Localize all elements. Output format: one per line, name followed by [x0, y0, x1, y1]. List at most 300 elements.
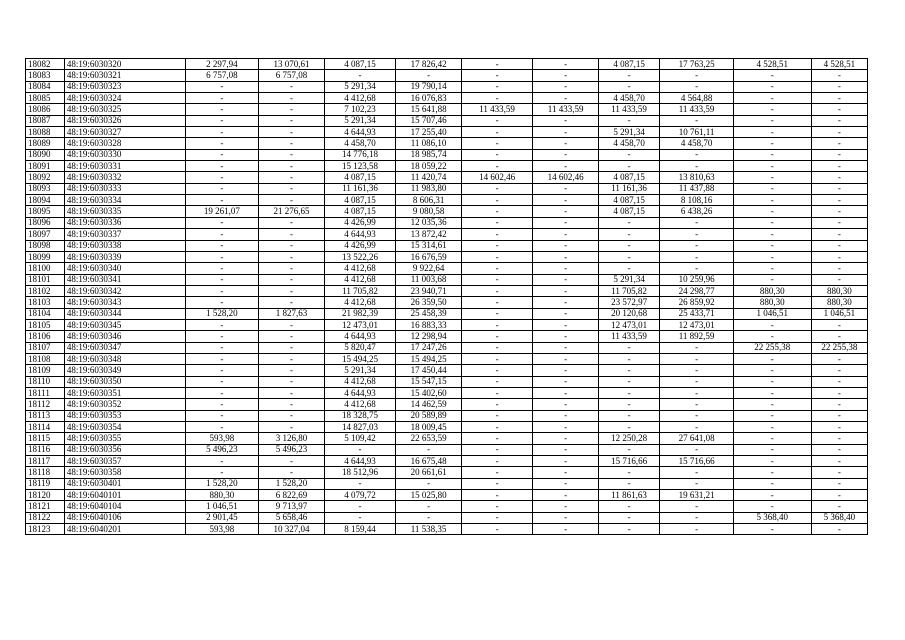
value-cell: -	[533, 410, 598, 421]
value-cell: -	[811, 433, 867, 444]
value-cell: -	[461, 456, 533, 467]
value-cell: -	[259, 81, 324, 92]
value-cell: -	[733, 70, 811, 81]
value-cell: 4 087,15	[598, 59, 659, 70]
value-cell: 5 109,42	[324, 433, 396, 444]
value-cell: -	[811, 183, 867, 194]
value-cell: 593,98	[185, 433, 259, 444]
value-cell: 15 494,25	[324, 353, 396, 364]
value-cell: -	[533, 512, 598, 523]
value-cell: 23 940,71	[396, 285, 461, 296]
value-cell: -	[533, 183, 598, 194]
value-cell: -	[660, 353, 734, 364]
value-cell: -	[733, 149, 811, 160]
table-row	[26, 490, 868, 501]
row-number-cell: 18115	[26, 433, 65, 444]
value-cell: -	[533, 195, 598, 206]
cadastral-number-cell: 48:19:6030320	[64, 59, 185, 70]
value-cell: -	[461, 422, 533, 433]
value-cell: -	[660, 217, 734, 228]
value-cell: 27 641,08	[660, 433, 734, 444]
value-cell: 22 653,59	[396, 433, 461, 444]
value-cell: -	[733, 229, 811, 240]
value-cell: 16 883,33	[396, 319, 461, 330]
value-cell: -	[533, 456, 598, 467]
value-cell: 14 602,46	[533, 172, 598, 183]
value-cell: 4 458,70	[598, 93, 659, 104]
value-cell: -	[733, 444, 811, 455]
value-cell: -	[324, 444, 396, 455]
value-cell: -	[733, 387, 811, 398]
value-cell: 17 247,26	[396, 342, 461, 353]
value-cell: -	[598, 217, 659, 228]
value-cell: 4 644,93	[324, 387, 396, 398]
value-cell: -	[259, 240, 324, 251]
value-cell: 1 046,51	[185, 501, 259, 512]
value-cell: -	[185, 274, 259, 285]
cadastral-number-cell: 48:19:6040104	[64, 501, 185, 512]
table-row	[26, 81, 868, 92]
value-cell: 21 982,39	[324, 308, 396, 319]
cadastral-number-cell: 48:19:6030352	[64, 399, 185, 410]
table-row	[26, 59, 868, 70]
value-cell: -	[461, 274, 533, 285]
value-cell: 20 661,61	[396, 467, 461, 478]
value-cell: -	[598, 467, 659, 478]
value-cell: -	[461, 387, 533, 398]
value-cell: -	[259, 422, 324, 433]
value-cell: -	[733, 490, 811, 501]
value-cell: -	[533, 274, 598, 285]
value-cell: -	[461, 501, 533, 512]
row-number-cell: 18084	[26, 81, 65, 92]
value-cell: 4 087,15	[598, 172, 659, 183]
value-cell: 10 761,11	[660, 127, 734, 138]
value-cell: -	[533, 138, 598, 149]
value-cell: -	[733, 81, 811, 92]
value-cell: -	[733, 138, 811, 149]
value-cell: 11 433,59	[660, 104, 734, 115]
value-cell: 12 473,01	[324, 319, 396, 330]
cadastral-number-cell: 48:19:6030325	[64, 104, 185, 115]
cadastral-number-cell: 48:19:6030348	[64, 353, 185, 364]
value-cell: 3 126,80	[259, 433, 324, 444]
value-cell: -	[461, 342, 533, 353]
value-cell: -	[811, 172, 867, 183]
value-cell: -	[185, 172, 259, 183]
value-cell: -	[598, 149, 659, 160]
value-cell: 4 412,68	[324, 297, 396, 308]
row-number-cell: 18112	[26, 399, 65, 410]
row-number-cell: 18109	[26, 365, 65, 376]
value-cell: 11 437,88	[660, 183, 734, 194]
table-row	[26, 285, 868, 296]
value-cell: -	[598, 524, 659, 535]
cadastral-number-cell: 48:19:6030337	[64, 229, 185, 240]
value-cell: -	[733, 331, 811, 342]
value-cell: -	[598, 478, 659, 489]
value-cell: 11 433,59	[598, 331, 659, 342]
value-cell: -	[461, 433, 533, 444]
value-cell: -	[185, 365, 259, 376]
value-cell: 12 473,01	[598, 319, 659, 330]
value-cell: -	[733, 433, 811, 444]
value-cell: 11 983,80	[396, 183, 461, 194]
value-cell: -	[533, 467, 598, 478]
row-number-cell: 18120	[26, 490, 65, 501]
cadastral-number-cell: 48:19:6030342	[64, 285, 185, 296]
value-cell: -	[660, 467, 734, 478]
value-cell: -	[660, 387, 734, 398]
table-row	[26, 501, 868, 512]
value-cell: -	[259, 319, 324, 330]
value-cell: -	[533, 501, 598, 512]
value-cell: -	[533, 161, 598, 172]
table-row	[26, 467, 868, 478]
cadastral-number-cell: 48:19:6030357	[64, 456, 185, 467]
value-cell: 11 420,74	[396, 172, 461, 183]
value-cell: -	[259, 365, 324, 376]
value-cell: -	[461, 467, 533, 478]
value-cell: 1 528,20	[185, 478, 259, 489]
value-cell: 7 102,23	[324, 104, 396, 115]
value-cell: -	[733, 251, 811, 262]
value-cell: -	[811, 444, 867, 455]
value-cell: -	[533, 342, 598, 353]
value-cell: 15 707,46	[396, 115, 461, 126]
row-number-cell: 18087	[26, 115, 65, 126]
value-cell: 4 079,72	[324, 490, 396, 501]
value-cell: -	[461, 217, 533, 228]
value-cell: -	[733, 263, 811, 274]
value-cell: -	[660, 240, 734, 251]
table-row	[26, 342, 868, 353]
value-cell: -	[811, 93, 867, 104]
value-cell: -	[660, 512, 734, 523]
table-row	[26, 387, 868, 398]
value-cell: -	[533, 206, 598, 217]
value-cell: -	[533, 149, 598, 160]
value-cell: -	[811, 501, 867, 512]
value-cell: -	[598, 115, 659, 126]
value-cell: 17 826,42	[396, 59, 461, 70]
value-cell: 4 087,15	[324, 206, 396, 217]
cadastral-number-cell: 48:19:6040106	[64, 512, 185, 523]
table-row	[26, 195, 868, 206]
value-cell: -	[259, 104, 324, 115]
value-cell: -	[733, 319, 811, 330]
value-cell: 14 462,59	[396, 399, 461, 410]
value-cell: -	[660, 422, 734, 433]
value-cell: -	[660, 149, 734, 160]
value-cell: -	[811, 263, 867, 274]
value-cell: 11 892,59	[660, 331, 734, 342]
cadastral-number-cell: 48:19:6030347	[64, 342, 185, 353]
value-cell: 4 412,68	[324, 399, 396, 410]
row-number-cell: 18118	[26, 467, 65, 478]
value-cell: 17 450,44	[396, 365, 461, 376]
value-cell: -	[324, 70, 396, 81]
value-cell: -	[660, 376, 734, 387]
table-row	[26, 104, 868, 115]
value-cell: -	[461, 81, 533, 92]
value-cell: -	[461, 478, 533, 489]
value-cell: -	[660, 478, 734, 489]
value-cell: 17 255,40	[396, 127, 461, 138]
cadastral-number-cell: 48:19:6030334	[64, 195, 185, 206]
value-cell: -	[185, 319, 259, 330]
value-cell: 9 080,58	[396, 206, 461, 217]
value-cell: -	[461, 115, 533, 126]
value-cell: 880,30	[185, 490, 259, 501]
value-cell: 4 426,99	[324, 240, 396, 251]
value-cell: -	[598, 161, 659, 172]
value-cell: 13 070,61	[259, 59, 324, 70]
value-cell: -	[733, 183, 811, 194]
value-cell: 880,30	[733, 297, 811, 308]
table-row	[26, 115, 868, 126]
table-row	[26, 410, 868, 421]
value-cell: 18 985,74	[396, 149, 461, 160]
value-cell: 4 528,51	[811, 59, 867, 70]
value-cell: -	[733, 478, 811, 489]
value-cell: 22 255,38	[811, 342, 867, 353]
value-cell: -	[733, 274, 811, 285]
value-cell: -	[660, 115, 734, 126]
table-row	[26, 365, 868, 376]
table-row	[26, 127, 868, 138]
value-cell: -	[598, 251, 659, 262]
cadastral-number-cell: 48:19:6030333	[64, 183, 185, 194]
value-cell: 15 641,88	[396, 104, 461, 115]
table-row	[26, 512, 868, 523]
value-cell: -	[461, 138, 533, 149]
value-cell: 4 644,93	[324, 127, 396, 138]
value-cell: -	[811, 353, 867, 364]
cadastral-number-cell: 48:19:6030327	[64, 127, 185, 138]
value-cell: -	[733, 172, 811, 183]
value-cell: -	[811, 478, 867, 489]
table-body	[26, 59, 868, 535]
value-cell: -	[396, 478, 461, 489]
row-number-cell: 18110	[26, 376, 65, 387]
value-cell: -	[533, 81, 598, 92]
value-cell: 4 412,68	[324, 93, 396, 104]
value-cell: 6 822,69	[259, 490, 324, 501]
value-cell: -	[259, 399, 324, 410]
table-row	[26, 93, 868, 104]
value-cell: -	[533, 251, 598, 262]
value-cell: 4 426,99	[324, 217, 396, 228]
table-row	[26, 376, 868, 387]
value-cell: -	[660, 70, 734, 81]
value-cell: 14 602,46	[461, 172, 533, 183]
value-cell: 15 494,25	[396, 353, 461, 364]
value-cell: -	[259, 127, 324, 138]
value-cell: 26 359,50	[396, 297, 461, 308]
row-number-cell: 18091	[26, 161, 65, 172]
value-cell: -	[185, 467, 259, 478]
value-cell: 5 496,23	[185, 444, 259, 455]
value-cell: -	[461, 206, 533, 217]
value-cell: -	[598, 410, 659, 421]
value-cell: 15 716,66	[598, 456, 659, 467]
value-cell: 11 086,10	[396, 138, 461, 149]
value-cell: -	[185, 342, 259, 353]
cadastral-number-cell: 48:19:6030341	[64, 274, 185, 285]
value-cell: 12 473,01	[660, 319, 734, 330]
value-cell: -	[461, 183, 533, 194]
value-cell: -	[259, 217, 324, 228]
value-cell: 19 631,21	[660, 490, 734, 501]
value-cell: -	[598, 399, 659, 410]
table-row	[26, 263, 868, 274]
value-cell: -	[461, 512, 533, 523]
value-cell: 4 087,15	[598, 206, 659, 217]
value-cell: -	[185, 263, 259, 274]
value-cell: -	[733, 127, 811, 138]
value-cell: -	[533, 331, 598, 342]
value-cell: 20 120,68	[598, 308, 659, 319]
value-cell: 5 658,46	[259, 512, 324, 523]
value-cell: 15 123,58	[324, 161, 396, 172]
cadastral-number-cell: 48:19:6030335	[64, 206, 185, 217]
value-cell: 20 589,89	[396, 410, 461, 421]
value-cell: -	[533, 217, 598, 228]
value-cell: -	[461, 161, 533, 172]
value-cell: 21 276,65	[259, 206, 324, 217]
value-cell: 8 159,44	[324, 524, 396, 535]
value-cell: -	[660, 524, 734, 535]
cadastral-number-cell: 48:19:6030351	[64, 387, 185, 398]
value-cell: -	[396, 501, 461, 512]
value-cell: -	[324, 501, 396, 512]
value-cell: -	[461, 490, 533, 501]
value-cell: -	[259, 251, 324, 262]
value-cell: -	[811, 217, 867, 228]
row-number-cell: 18095	[26, 206, 65, 217]
cadastral-number-cell: 48:19:6030346	[64, 331, 185, 342]
value-cell: -	[811, 115, 867, 126]
value-cell: -	[185, 183, 259, 194]
value-cell: 6 757,08	[185, 70, 259, 81]
value-cell: -	[811, 331, 867, 342]
value-cell: -	[733, 217, 811, 228]
data-table	[25, 58, 868, 535]
value-cell: -	[660, 444, 734, 455]
cadastral-number-cell: 48:19:6030321	[64, 70, 185, 81]
value-cell: -	[733, 501, 811, 512]
value-cell: -	[185, 376, 259, 387]
value-cell: -	[461, 229, 533, 240]
value-cell: -	[396, 512, 461, 523]
row-number-cell: 18108	[26, 353, 65, 364]
value-cell: -	[811, 524, 867, 535]
value-cell: -	[185, 104, 259, 115]
value-cell: -	[598, 387, 659, 398]
value-cell: 6 757,08	[259, 70, 324, 81]
value-cell: -	[461, 297, 533, 308]
value-cell: -	[533, 490, 598, 501]
value-cell: 16 675,48	[396, 456, 461, 467]
value-cell: -	[259, 183, 324, 194]
value-cell: -	[259, 274, 324, 285]
value-cell: -	[259, 138, 324, 149]
value-cell: -	[811, 319, 867, 330]
row-number-cell: 18093	[26, 183, 65, 194]
value-cell: -	[533, 399, 598, 410]
value-cell: -	[533, 229, 598, 240]
value-cell: -	[733, 456, 811, 467]
cadastral-number-cell: 48:19:6030401	[64, 478, 185, 489]
cadastral-number-cell: 48:19:6030343	[64, 297, 185, 308]
value-cell: -	[811, 229, 867, 240]
value-cell: -	[461, 365, 533, 376]
value-cell: -	[185, 285, 259, 296]
value-cell: -	[598, 501, 659, 512]
value-cell: 4 644,93	[324, 456, 396, 467]
row-number-cell: 18116	[26, 444, 65, 455]
value-cell: 25 433,71	[660, 308, 734, 319]
value-cell: -	[660, 263, 734, 274]
value-cell: -	[185, 353, 259, 364]
table-row	[26, 229, 868, 240]
value-cell: -	[733, 353, 811, 364]
value-cell: -	[598, 342, 659, 353]
value-cell: -	[660, 399, 734, 410]
cadastral-number-cell: 48:19:6030344	[64, 308, 185, 319]
value-cell: 18 512,96	[324, 467, 396, 478]
value-cell: -	[811, 251, 867, 262]
value-cell: -	[733, 195, 811, 206]
value-cell: 6 438,26	[660, 206, 734, 217]
cadastral-number-cell: 48:19:6030340	[64, 263, 185, 274]
table-row	[26, 149, 868, 160]
value-cell: -	[461, 93, 533, 104]
value-cell: -	[660, 251, 734, 262]
value-cell: 4 087,15	[324, 59, 396, 70]
value-cell: -	[533, 478, 598, 489]
table-row	[26, 319, 868, 330]
value-cell: -	[461, 149, 533, 160]
row-number-cell: 18101	[26, 274, 65, 285]
value-cell: 14 827,03	[324, 422, 396, 433]
value-cell: -	[324, 478, 396, 489]
value-cell: 13 872,42	[396, 229, 461, 240]
value-cell: -	[259, 115, 324, 126]
row-number-cell: 18092	[26, 172, 65, 183]
value-cell: -	[185, 229, 259, 240]
value-cell: 9 713,97	[259, 501, 324, 512]
cadastral-number-cell: 48:19:6030354	[64, 422, 185, 433]
value-cell: -	[733, 240, 811, 251]
value-cell: -	[185, 240, 259, 251]
value-cell: 8 606,31	[396, 195, 461, 206]
table-row	[26, 172, 868, 183]
value-cell: -	[461, 399, 533, 410]
value-cell: 15 314,61	[396, 240, 461, 251]
cadastral-number-cell: 48:19:6030358	[64, 467, 185, 478]
value-cell: -	[259, 387, 324, 398]
value-cell: -	[811, 127, 867, 138]
value-cell: 4 458,70	[660, 138, 734, 149]
cadastral-number-cell: 48:19:6030330	[64, 149, 185, 160]
row-number-cell: 18100	[26, 263, 65, 274]
value-cell: 15 716,66	[660, 456, 734, 467]
value-cell: -	[598, 229, 659, 240]
value-cell: -	[533, 127, 598, 138]
value-cell: 5 368,40	[811, 512, 867, 523]
